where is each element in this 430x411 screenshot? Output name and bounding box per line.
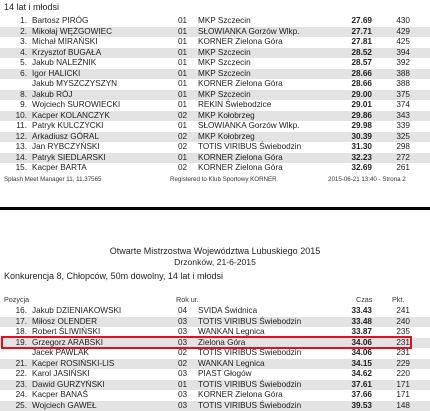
club-name: WANKAN Legnica xyxy=(198,327,265,336)
time: 28.57 xyxy=(351,58,372,67)
club-name: TOTIS VIRIBUS Świebodzin xyxy=(198,379,302,389)
club-name: MKP Szczecin xyxy=(198,89,251,99)
points: 325 xyxy=(396,131,410,141)
time: 27.69 xyxy=(351,16,372,25)
club-name: SŁOWIANKA Gorzów Wlkp. xyxy=(198,26,300,36)
swimmer-name: Robert ŚLIWIŃSKI xyxy=(32,327,101,336)
club-name: TOTIS VIRIBUS Świebodzin xyxy=(198,142,302,151)
position: 17. xyxy=(15,316,27,326)
points: 388 xyxy=(396,79,410,88)
birth-year: 01 xyxy=(178,121,188,130)
time: 32.69 xyxy=(351,163,372,172)
time: 27.81 xyxy=(351,37,372,46)
points: 430 xyxy=(396,16,410,25)
club-name: KORNER Zielona Góra xyxy=(198,79,283,88)
position: 4. xyxy=(20,47,27,57)
swimmer-name: Jakub MYSZCZYSZYN xyxy=(32,79,118,88)
position: 5. xyxy=(20,58,27,67)
points: 220 xyxy=(396,369,410,378)
birth-year: 01 xyxy=(178,26,188,36)
club-name: KORNER Zielona Góra xyxy=(198,163,283,172)
club-name: KORNER Zielona Góra xyxy=(198,152,283,162)
club-name: PIAST Głogów xyxy=(198,369,252,378)
points: 171 xyxy=(396,390,410,399)
result-row xyxy=(0,16,430,26)
time: 34.06 xyxy=(351,337,372,347)
birth-year: 02 xyxy=(178,348,188,357)
points: 339 xyxy=(396,121,410,130)
result-row xyxy=(0,111,430,121)
birth-year: 02 xyxy=(178,142,188,151)
result-row xyxy=(0,121,430,131)
swimmer-name: Jan RYBCZYŃSKI xyxy=(32,142,100,151)
page1-header: 14 lat i młodsi xyxy=(4,2,60,12)
position: 12. xyxy=(15,131,27,141)
birth-year: 02 xyxy=(178,163,188,172)
result-row xyxy=(0,348,430,358)
time: 28.66 xyxy=(351,79,372,88)
birth-year: 03 xyxy=(178,316,188,326)
result-row xyxy=(0,48,430,58)
club-name: Zielona Góra xyxy=(198,337,246,347)
club-name: MKP Szczecin xyxy=(198,47,251,57)
swimmer-name: Jakub RÓJ xyxy=(32,89,73,99)
position: 3. xyxy=(20,37,27,46)
birth-year: 01 xyxy=(178,37,188,46)
club-name: MKP Szczecin xyxy=(198,16,251,25)
time: 39.53 xyxy=(351,400,372,410)
result-row xyxy=(0,90,430,100)
result-row xyxy=(0,27,430,37)
birth-year: 03 xyxy=(178,327,188,336)
result-row xyxy=(0,79,430,89)
position: 9. xyxy=(20,100,27,109)
swimmer-name: Michał MIRAŃSKI xyxy=(32,37,98,46)
club-name: MKP Kołobrzeg xyxy=(198,110,255,120)
time: 29.01 xyxy=(351,100,372,109)
swimmer-name: Krzysztof BUGAŁA xyxy=(32,47,102,57)
club-name: MKP Kołobrzeg xyxy=(198,131,255,141)
result-row xyxy=(0,69,430,79)
club-name: SVIDA Świdnica xyxy=(198,306,258,315)
swimmer-name: Igor HALICKI xyxy=(32,68,81,78)
position: 8. xyxy=(20,89,27,99)
header-time: Czas xyxy=(356,295,373,304)
highlight-box xyxy=(1,336,412,349)
result-row xyxy=(0,380,430,390)
points: 374 xyxy=(396,100,410,109)
position: 18. xyxy=(15,327,27,336)
birth-year: 01 xyxy=(178,379,188,389)
event-title: Konkurencja 8, Chłopców, 50m dowolny, 14 lat i młodsi xyxy=(4,271,223,281)
club-name: TOTIS VIRIBUS Świebodzin xyxy=(198,348,302,357)
position: 11. xyxy=(16,121,27,130)
points: 394 xyxy=(396,47,410,57)
header-birth-year: Rok ur. xyxy=(176,295,199,304)
swimmer-name: Wojciech GAWEŁ xyxy=(32,400,97,410)
position: 16. xyxy=(15,306,27,315)
birth-year: 03 xyxy=(178,390,188,399)
swimmer-name: Dawid GURZYŃSKI xyxy=(32,379,105,389)
result-row xyxy=(0,401,430,411)
page2-subtitle: Drzonków, 21-6-2015 xyxy=(174,257,256,267)
swimmer-name: Mikołaj WĘŻGOWIEC xyxy=(32,26,113,36)
birth-year: 04 xyxy=(178,306,188,315)
time: 28.66 xyxy=(351,68,372,78)
time: 31.30 xyxy=(351,142,372,151)
birth-year: 03 xyxy=(178,369,188,378)
club-name: TOTIS VIRIBUS Świebodzin xyxy=(198,316,302,326)
time: 28.52 xyxy=(351,47,372,57)
position: 25. xyxy=(15,400,27,410)
time: 33.87 xyxy=(351,327,372,336)
points: 261 xyxy=(396,163,410,172)
result-row xyxy=(0,317,430,327)
position: 13. xyxy=(15,142,27,151)
page-divider xyxy=(0,207,430,210)
swimmer-name: Jacek PAWLAK xyxy=(32,348,89,357)
time: 37.66 xyxy=(351,390,372,399)
swimmer-name: Kacper BARTA xyxy=(32,163,87,172)
position: 23. xyxy=(15,379,27,389)
swimmer-name: Wojciech SUROWIECKI xyxy=(32,100,121,109)
points: 241 xyxy=(396,306,410,315)
club-name: KORNER Zielona Góra xyxy=(198,390,283,399)
points: 229 xyxy=(396,358,410,368)
birth-year: 01 xyxy=(178,100,188,109)
time: 33.48 xyxy=(351,316,372,326)
result-row xyxy=(0,359,430,369)
birth-year: 01 xyxy=(178,58,188,67)
result-row xyxy=(0,132,430,142)
swimmer-name: Grzegorz ARABSKI xyxy=(32,337,103,347)
birth-year: 02 xyxy=(178,358,188,368)
points: 231 xyxy=(396,337,410,347)
birth-year: 01 xyxy=(178,16,188,25)
swimmer-name: Patryk SIEDLARSKI xyxy=(32,152,106,162)
swimmer-name: Kacper ROSIŃSKI-LIS xyxy=(32,358,115,368)
position: 24. xyxy=(15,390,27,399)
points: 343 xyxy=(396,110,410,120)
birth-year: 01 xyxy=(178,89,188,99)
birth-year: 03 xyxy=(178,400,188,410)
points: 392 xyxy=(396,58,410,67)
swimmer-name: Bartosz PIRÓG xyxy=(32,16,89,25)
club-name: KORNER Zielona Góra xyxy=(198,37,283,46)
time: 37.61 xyxy=(351,379,372,389)
time: 33.43 xyxy=(351,306,372,315)
result-row xyxy=(0,100,430,110)
time: 30.39 xyxy=(351,131,372,141)
result-row xyxy=(0,37,430,47)
footer-software: Splash Meet Manager 11, 11.37565 xyxy=(4,176,102,183)
result-row xyxy=(0,58,430,68)
points: 231 xyxy=(396,348,410,357)
result-row xyxy=(0,153,430,163)
points: 388 xyxy=(396,68,410,78)
position: 21. xyxy=(15,358,27,368)
points: 298 xyxy=(396,142,410,151)
birth-year: 02 xyxy=(178,110,188,120)
position: 22. xyxy=(15,369,27,378)
club-name: SŁOWIANKA Gorzów Wlkp. xyxy=(198,121,300,130)
time: 34.06 xyxy=(351,348,372,357)
swimmer-name: Jakub NALEŹNIK xyxy=(32,58,97,67)
time: 29.98 xyxy=(351,121,372,130)
birth-year: 01 xyxy=(178,152,188,162)
position: 6. xyxy=(20,68,27,78)
club-name: MKP Szczecin xyxy=(198,68,251,78)
page2-title: Otwarte Mistrzostwa Województwa Lubuskiego 2015 xyxy=(109,246,321,256)
club-name: REKIN Świebodzice xyxy=(198,100,272,109)
swimmer-name: Miłosz OLENDER xyxy=(32,316,98,326)
header-position: Pozycja xyxy=(4,295,30,304)
result-row xyxy=(0,390,430,400)
points: 171 xyxy=(396,379,410,389)
header-points: Pkt. xyxy=(392,295,405,304)
club-name: TOTIS VIRIBUS Świebodzin xyxy=(198,400,302,410)
time: 29.00 xyxy=(351,89,372,99)
swimmer-name: Patryk KULCZYCKI xyxy=(32,121,104,130)
points: 235 xyxy=(396,327,410,336)
time: 32.23 xyxy=(351,152,372,162)
swimmer-name: Karol JASIŃSKI xyxy=(32,369,90,378)
birth-year: 01 xyxy=(178,47,188,57)
points: 425 xyxy=(396,37,410,46)
club-name: WANKAN Legnica xyxy=(198,358,265,368)
points: 240 xyxy=(396,316,410,326)
footer-registration: Registered to Klub Sportowy KORNER xyxy=(170,176,277,183)
time: 34.62 xyxy=(351,369,372,378)
result-row xyxy=(0,306,430,316)
time: 27.71 xyxy=(351,26,372,36)
time: 29.86 xyxy=(351,110,372,120)
birth-year: 03 xyxy=(178,337,188,347)
points: 375 xyxy=(396,89,410,99)
swimmer-name: Kacper KOLANCZYK xyxy=(32,110,110,120)
time: 34.15 xyxy=(351,358,372,368)
points: 148 xyxy=(396,400,410,410)
position: 14. xyxy=(15,152,27,162)
swimmer-name: Arkadiusz GÓRAL xyxy=(32,131,99,141)
club-name: MKP Szczecin xyxy=(198,58,251,67)
swimmer-name: Jakub DZIENIAKOWSKI xyxy=(32,306,122,315)
swimmer-name: Kacper BANAŚ xyxy=(32,390,88,399)
position: 2. xyxy=(20,26,27,36)
result-row xyxy=(0,369,430,379)
result-row xyxy=(0,163,430,173)
result-row xyxy=(0,142,430,152)
position: 10. xyxy=(15,110,27,120)
birth-year: 02 xyxy=(178,131,188,141)
birth-year: 01 xyxy=(178,68,188,78)
position: 1. xyxy=(20,16,27,25)
position: 19. xyxy=(15,337,27,347)
position: 15. xyxy=(15,163,27,172)
points: 272 xyxy=(396,152,410,162)
points: 429 xyxy=(396,26,410,36)
birth-year: 01 xyxy=(178,79,188,88)
footer-timestamp: 2015-06-21 13:40 - Strona 2 xyxy=(328,176,406,183)
